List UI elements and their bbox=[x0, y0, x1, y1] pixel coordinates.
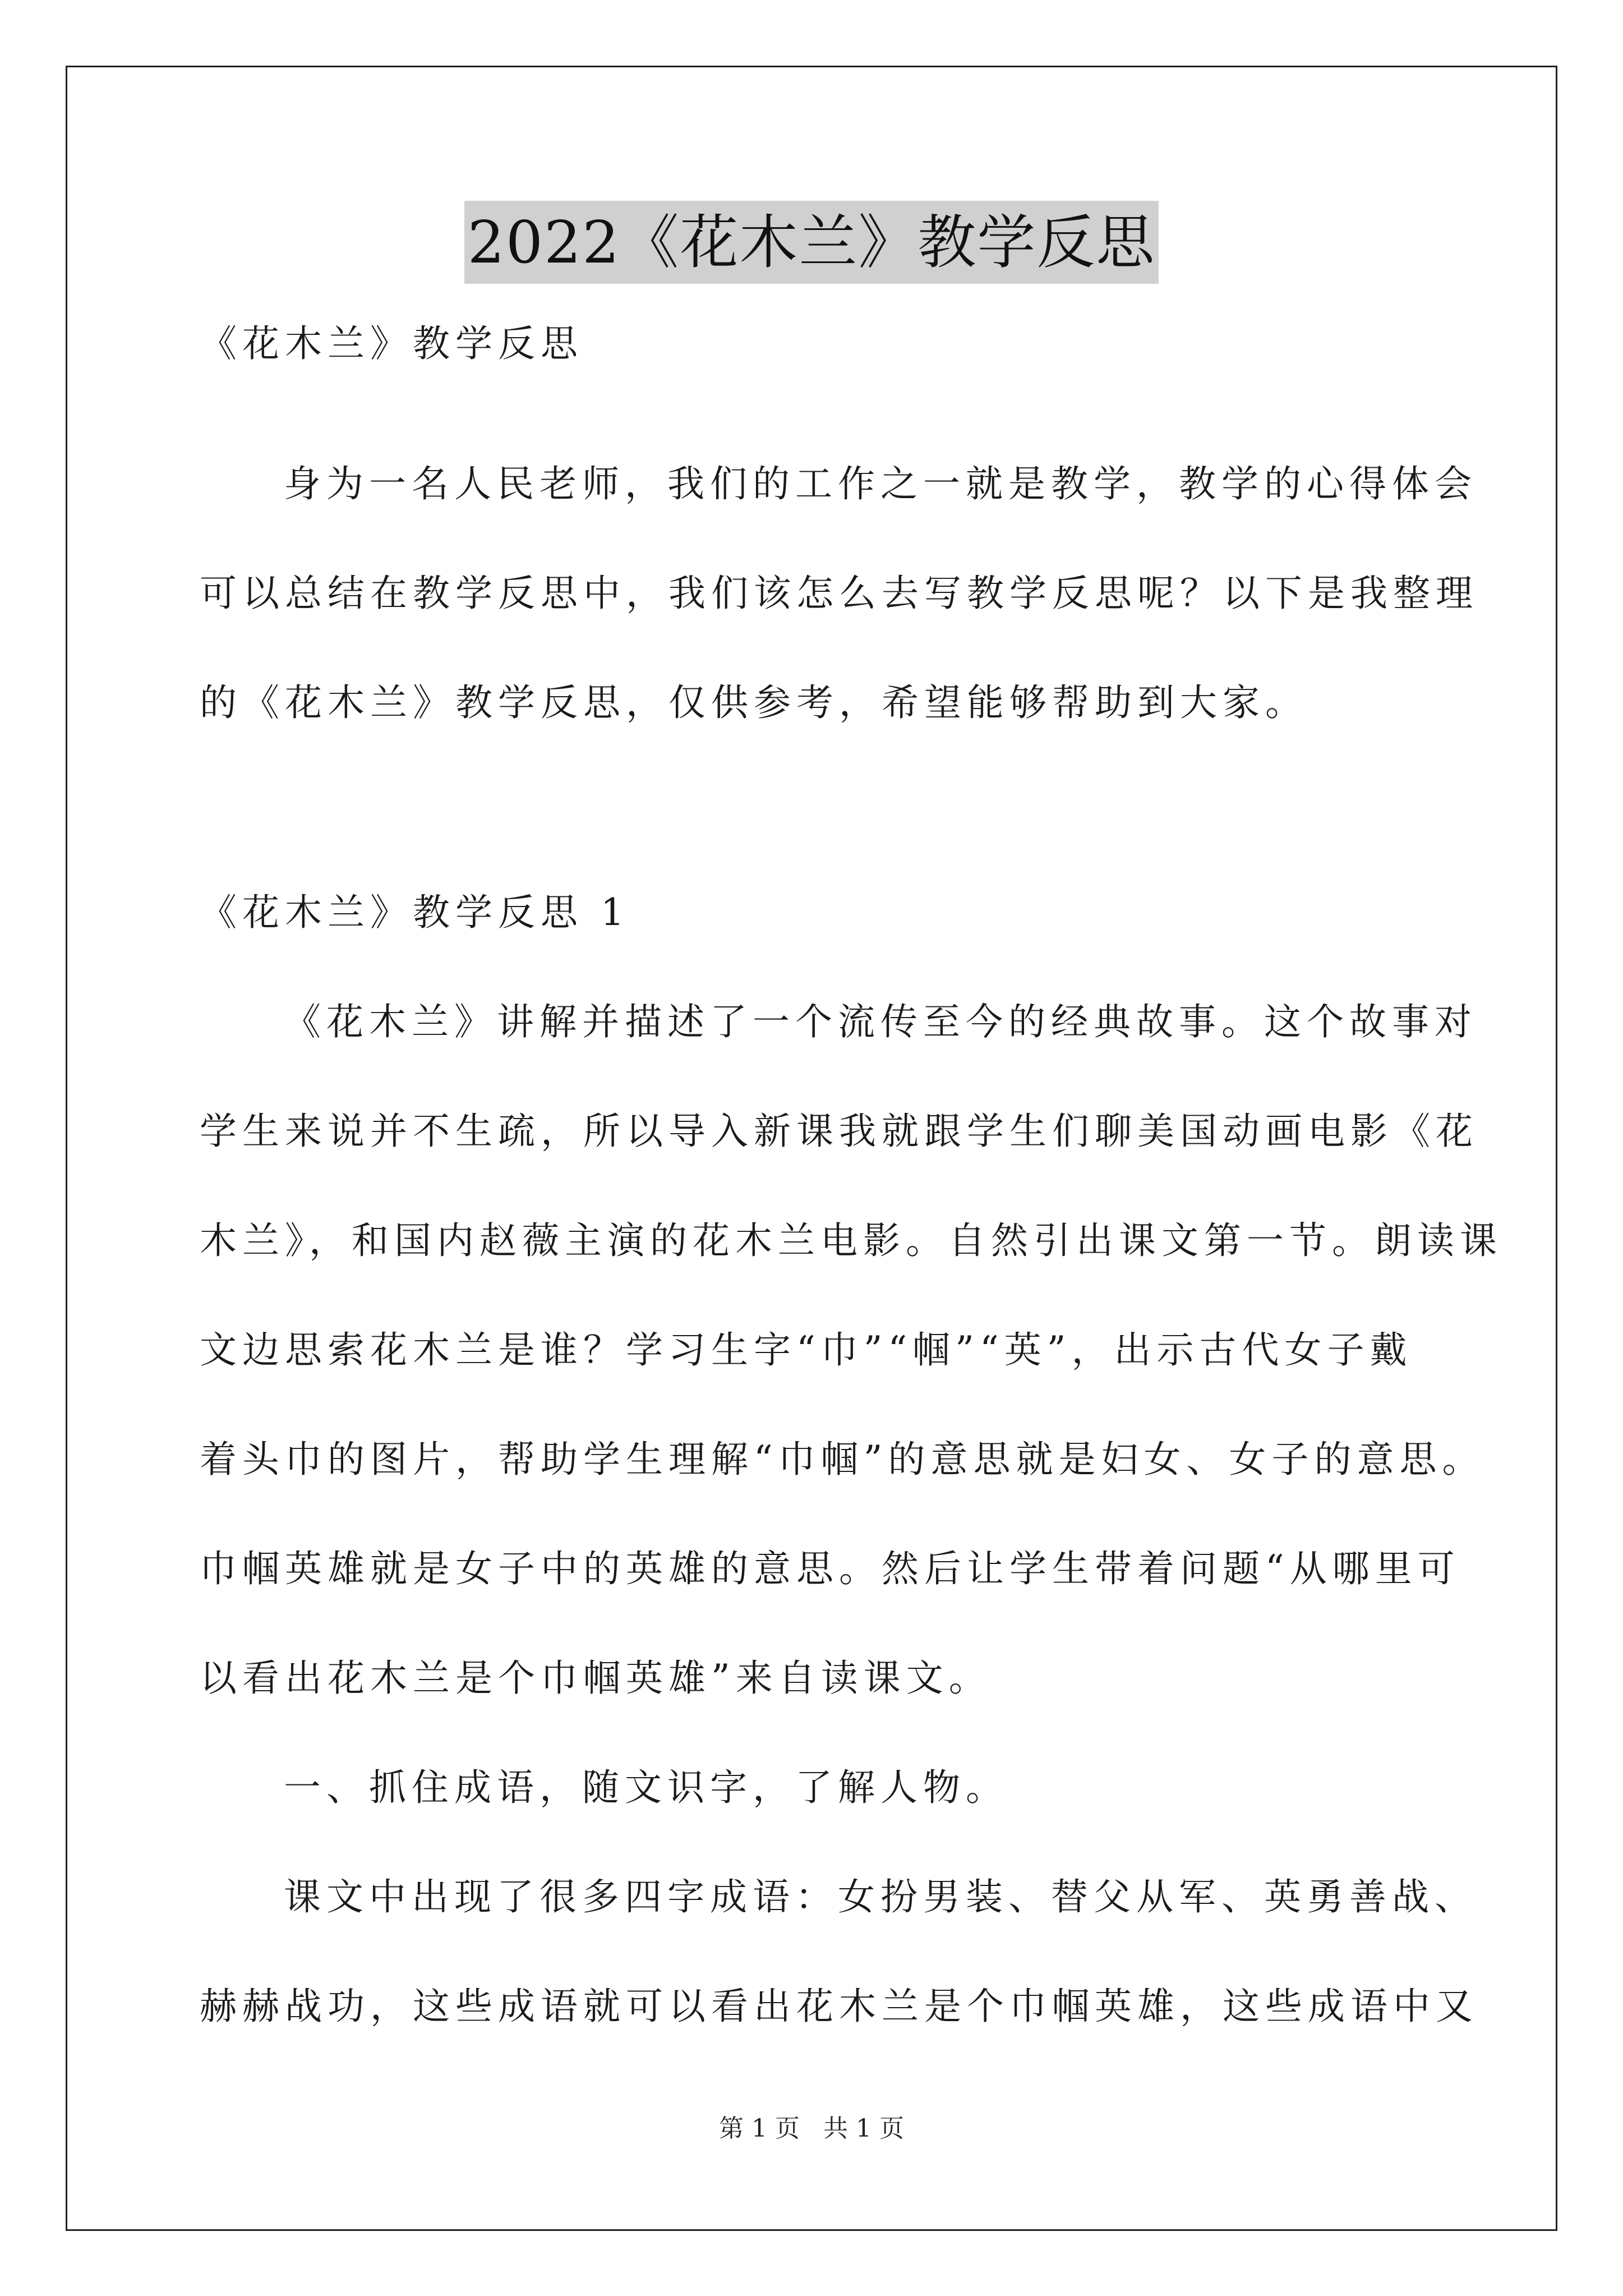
paragraph-line: 身为一名人民老师，我们的工作之一就是教学，教学的心得体会 bbox=[284, 462, 1477, 505]
paragraph-line: 学生来说并不生疏，所以导入新课我就跟学生们聊美国动画电影《花 bbox=[200, 1110, 1478, 1153]
paragraph-line: 可以总结在教学反思中，我们该怎么去写教学反思呢？以下是我整理 bbox=[200, 572, 1478, 615]
paragraph-line: 课文中出现了很多四字成语：女扮男装、替父从军、英勇善战、 bbox=[284, 1875, 1477, 1918]
paragraph-line: 文边思索花木兰是谁？学习生字“巾”“帼”“英”，出示古代女子戴 bbox=[200, 1328, 1413, 1372]
subtitle-heading: 《花木兰》教学反思 bbox=[200, 322, 583, 365]
document-title: 2022《花木兰》教学反思 bbox=[464, 201, 1159, 284]
paragraph-line: 着头巾的图片，帮助学生理解“巾帼”的意思就是妇女、女子的意思。 bbox=[200, 1438, 1485, 1481]
section-heading: 《花木兰》教学反思 1 bbox=[200, 891, 630, 934]
paragraph-line: 的《花木兰》教学反思，仅供参考，希望能够帮助到大家。 bbox=[200, 681, 1308, 724]
paragraph-line: 木兰》，和国内赵薇主演的花木兰电影。自然引出课文第一节。朗读课 bbox=[200, 1219, 1502, 1262]
paragraph-line: 《花木兰》讲解并描述了一个流传至今的经典故事。这个故事对 bbox=[284, 1000, 1477, 1043]
page-total: 共 1 页 bbox=[823, 2114, 904, 2143]
paragraph-line: 巾帼英雄就是女子中的英雄的意思。然后让学生带着问题“从哪里可 bbox=[200, 1547, 1460, 1590]
page-footer bbox=[0, 2112, 1623, 2146]
paragraph-line: 赫赫战功，这些成语就可以看出花木兰是个巾帼英雄，这些成语中又 bbox=[200, 1985, 1478, 2028]
page-number: 第 1 页 bbox=[719, 2114, 800, 2143]
paragraph-line: 以看出花木兰是个巾帼英雄”来自读课文。 bbox=[200, 1657, 992, 1700]
title-container bbox=[0, 201, 1623, 284]
list-heading: 一、抓住成语，随文识字，了解人物。 bbox=[284, 1766, 1008, 1809]
